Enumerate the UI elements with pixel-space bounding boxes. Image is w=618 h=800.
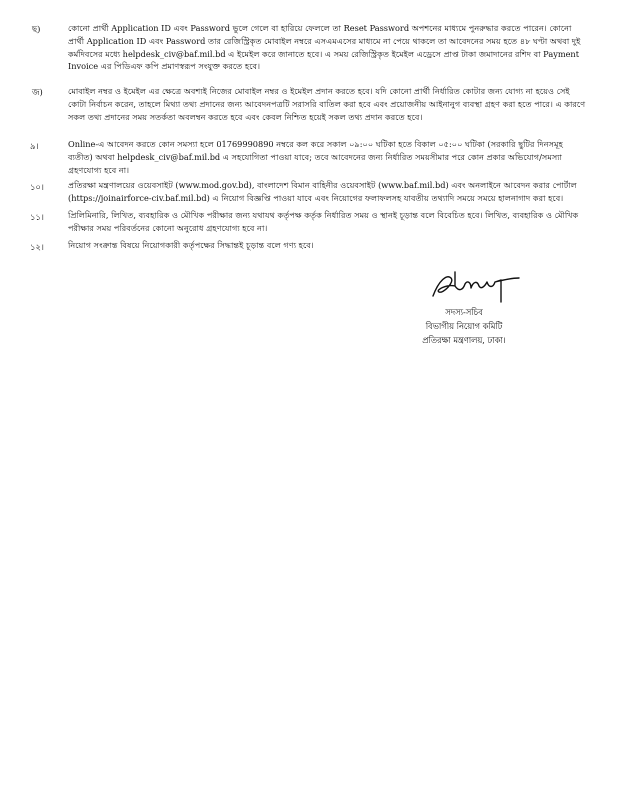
text-line: নিয়োগ সংক্রান্ত বিষয়ে নিয়োগকারী কর্তৃপক্ষের সিদ্ধান্তই চূড়ান্ত বলে গণ্য হবে। (68, 240, 314, 250)
item-marker: ছ) (32, 24, 41, 34)
item-marker: ১১। (30, 212, 44, 222)
text-line: গ্রহণযোগ্য হবে না। (68, 164, 130, 175)
text-line: মোবাইল নম্বর ও ইমেইল এর ক্ষেত্রে অবশ্যই নিজের মোবাইল নম্বর ও ইমেইল প্রদান করতে হবে। যদি কোনো প্রার্থী নির্ধারিত কোটার জন্য যোগ্য না (68, 86, 534, 96)
text-line: হয়েও সেই কোটা নির্বাচন করেন, তাহলে মিথ্যা তথ্য প্রদানের জন্য আবেদনপত্রটি সরাসরি বাতিল করা হবে এবং প্রয়োজনীয় আইনানুগ ব্যবস্থা গ্রহণ করা (68, 86, 570, 109)
item-marker: জ) (32, 87, 43, 97)
item-paragraph (68, 85, 590, 123)
item-marker: ৯। (30, 141, 39, 151)
signatory-ministry: প্রতিরক্ষা মন্ত্রণালয়, ঢাকা। (422, 335, 506, 345)
text-line: কোনো প্রার্থী Application ID এবং Password ভুলে গেলে বা হারিয়ে ফেললে তা Reset Password অপশনের মাধ্যমে পুনরুদ্ধার করতে পারেন। (68, 23, 547, 33)
item-paragraph (68, 239, 590, 252)
text-line: Online-এ আবেদন করতে কোন সমস্যা হলে 01769990890 নম্বরে কল করে সকাল ০৯:০০ ঘটিকা হতে বিকাল ০৫:০০ ঘটিকা (সরকারি ছুটির দিনসমূহ (68, 139, 563, 149)
signature-scribble (425, 266, 525, 308)
text-line: হতে পারে। এ কারণে সকল তথ্য প্রদানের সময় সতর্কতা অবলম্বন করতে হবে এবং কেবল নিশ্চিত হয়েই সকল তথ্য প্রদান করতে হবে। (68, 98, 586, 122)
signatory-committee: বিভাগীয় নিয়োগ কমিটি (425, 321, 503, 331)
text-line: প্রতিরক্ষা মন্ত্রণালয়ের ওয়েবসাইট (www.mod.gov.bd), বাংলাদেশ বিমান বাহিনীর ওয়েবসাইট (www.baf.mil.bd) এবং অনলাইনে আবেদন করার পোর্টাল (68, 180, 577, 190)
text-line: প্রিলিমিনারি, লিখিত, ব্যবহারিক ও মৌখিক পরীক্ষার জন্য যথাযথ কর্তৃপক্ষ কর্তৃক নির্ধারিত সময় ও স্থানই চূড়ান্ত বলে বিবেচিত হবে। লিখিত, ব্যবহারিক ও (68, 210, 553, 220)
item-marker: ১০। (30, 182, 44, 192)
text-line: (https://joinairforce-civ.baf.mil.bd) এ নিয়োগ বিজ্ঞপ্তি পাওয়া যাবে এবং নিয়োগের ফলাফলসহ যাবতীয় তথ্যাদি সময়ে সময়ে হালনাগাদ করা হবে। (68, 192, 564, 203)
text-line: কোনো প্রার্থী Application ID এবং Password তার রেজিস্ট্রিকৃত মোবাইল নম্বরে এসএমএসের মাধ্যমে না পেয়ে থাকলে তা আবেদনের সময় হতে (68, 23, 572, 46)
text-line: জমাদানের রশিদ বা Payment Invoice এর পিডিএফ কপি প্রমাণস্বরূপ সংযুক্ত করতে হবে। (68, 48, 579, 72)
text-line: ৪৮ ঘণ্টা অথবা দুই কর্মদিবসের মধ্যে helpdesk_civ@baf.mil.bd এ ইমেইল করে জানাতে হবে। এ সময় রেজিস্ট্রিকৃত ইমেইল এড্রেসে প্রাপ্ত টাকা (68, 35, 581, 59)
text-line: মৌখিক পরীক্ষার সময় পরিবর্তনের কোনো অনুরোধ গ্রহণযোগ্য হবে না। (68, 210, 579, 233)
item-paragraph (68, 209, 590, 235)
signatory-designation: সদস্য-সচিব (445, 307, 483, 317)
item-paragraph (68, 138, 590, 176)
item-paragraph (68, 179, 590, 205)
item-marker: ১২। (30, 242, 44, 252)
item-paragraph (68, 22, 590, 73)
text-line: ব্যতীত) অথবা helpdesk_civ@baf.mil.bd এ সহযোগিতা পাওয়া যাবে; তবে আবেদনের জন্য নির্ধারিত সময়সীমার পরে কোন প্রকার অভিযোগ/সমস্যা (68, 151, 563, 162)
signature-block (404, 305, 524, 347)
